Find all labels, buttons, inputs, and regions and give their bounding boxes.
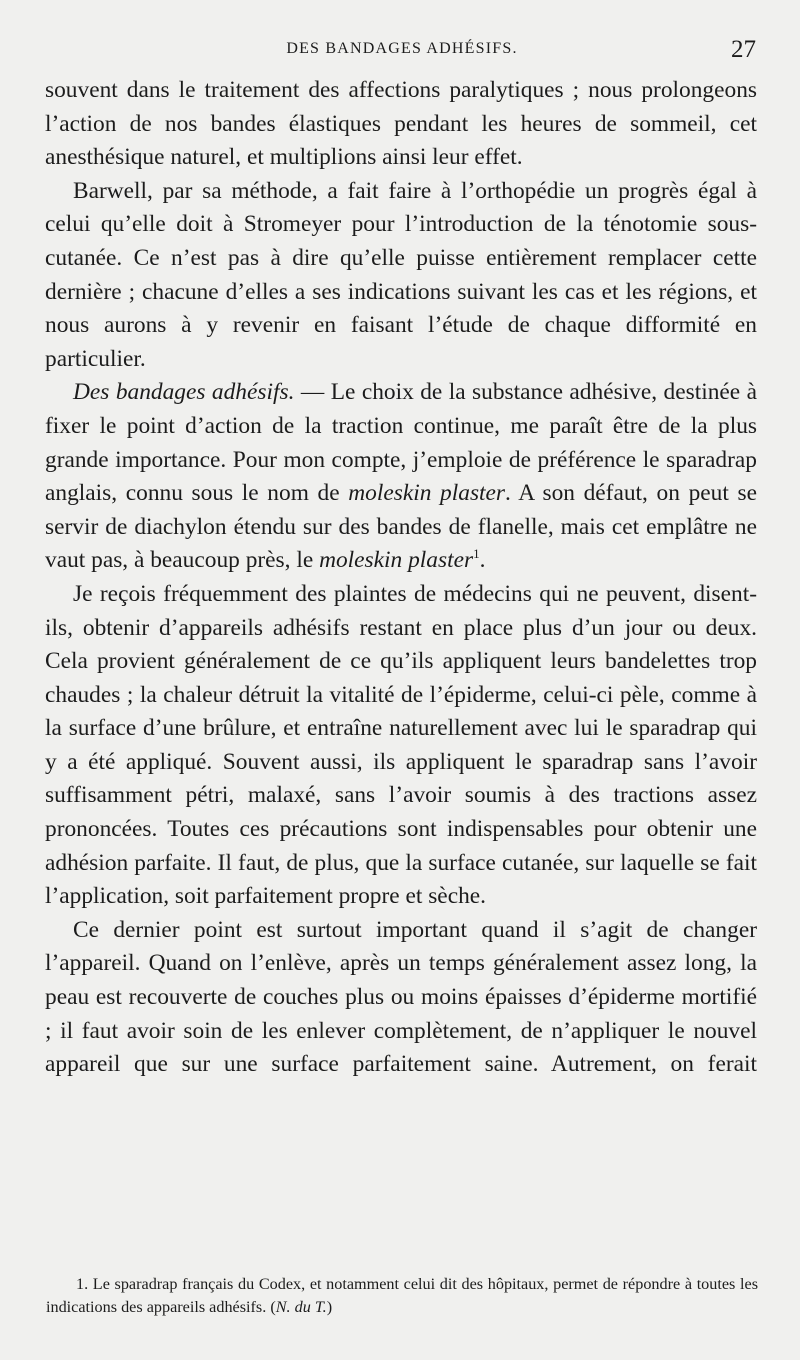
term-moleskin-plaster-2: moleskin plaster [319,547,474,574]
paragraph-2: Barwell, par sa méthode, a fait faire à l’orthopédie un progrès égal à celui qu’elle doit à Stromeyer pour l’introduction de la ténotomie sous-cutanée. Ce n’est pas à dire qu’elle puisse entièrement remplacer cette dernière ; chacune d’elles a ses indications suivant les cas et les régions, et nous aurons à y revenir en faisant l’étude de chaque difformité en particulier. [45,177,757,372]
paragraph-3-text-1: — Le choix de la substance adhésive, destinée à fixer le point d’action de la traction continue, me paraît être de la plus grande importance. Pour mon compte, j’emploie de préférence le sparadrap anglais, connu sous le nom de [45,379,758,507]
running-head [48,36,756,66]
paragraph-5: Ce dernier point est surtout important quand il s’agit de changer l’appareil. Quand on l’enlève, après un temps généralement assez long, la peau est recouverte de couches plus ou moins épaisses d’épiderme mortifié ; il faut avoir soin de les enlever complètement, de n’appliquer le nouvel appareil que sur une surface parfaitement saine. Autrement, on ferait [45,916,757,1078]
paragraph-3 [45,376,757,578]
footnote [46,1273,758,1319]
paragraph-3-text-2: . A son défaut, on peut se servir de diachylon étendu sur des bandes de flanelle, mais cet emplâtre ne vaut pas, à beaucoup près, le [45,480,757,574]
footnote-paragraph [46,1273,758,1319]
section-heading: Des bandages adhésifs. [73,379,295,406]
paragraph-3-text-3: . [479,547,486,574]
footnote-text: Le sparadrap français du Codex, et notamment celui dit des hôpitaux, permet de répondre à toutes les indications des appareils adhésifs. ( [46,1275,758,1316]
body-text [45,74,757,1082]
paragraph-4: Je reçois fréquemment des plaintes de médecins qui ne peuvent, disent-ils, obtenir d’appareils adhésifs restant en place plus d’un jour ou deux. Cela provient généralement de ce qu’ils appliquent leurs bandelettes trop chaudes ; la chaleur détruit la vitalité de l’épiderme, celui-ci pèle, comme à la surface d’une brûlure, et entraîne naturellement avec lui le sparadrap qui y a été appliqué. Souvent aussi, ils appliquent le sparadrap sans l’avoir suffisamment pétri, malaxé, sans l’avoir soumis à des tractions assez prononcées. Toutes ces précautions sont indispensables pour obtenir une adhésion parfaite. Il faut, de plus, que la surface cutanée, sur laquelle se fait l’application, soit parfaitement propre et sèche. [45,580,757,910]
footnote-number: 1. [76,1275,89,1293]
running-title: DES BANDAGES ADHÉSIFS. [286,40,518,57]
page-number: 27 [731,36,756,63]
footnote-closing: ) [326,1298,333,1316]
term-moleskin-plaster: moleskin plaster [348,480,506,507]
footnote-reference: 1 [473,546,480,562]
footnote-attribution: N. du T. [275,1298,327,1316]
paragraph-1: souvent dans le traitement des affections paralytiques ; nous prolongeons l’action de nos bandes élastiques pendant les heures de sommeil, cet anesthésique naturel, et multiplions ainsi leur effet. [45,77,757,171]
